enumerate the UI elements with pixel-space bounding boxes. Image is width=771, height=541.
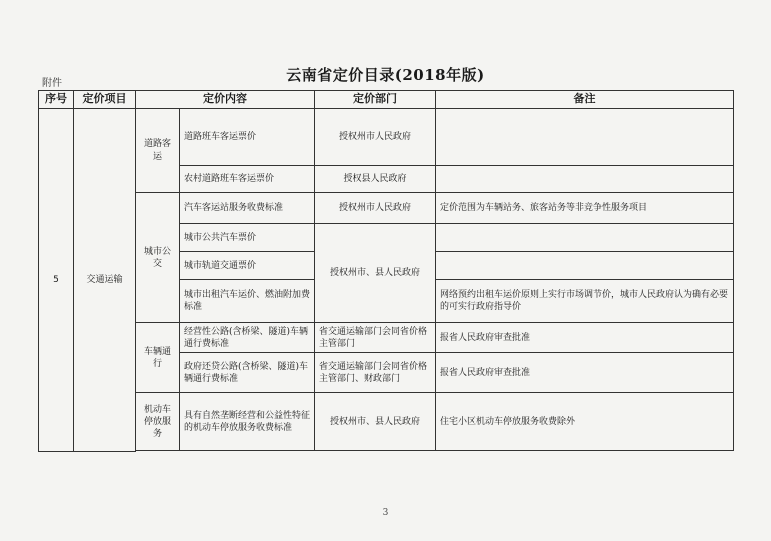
table-row (39, 193, 734, 224)
header-content: 定价内容 (136, 91, 315, 109)
content-cell: 农村道路班车客运票价 (180, 166, 315, 193)
dept-cell: 授权州市、县人民政府 (315, 393, 436, 451)
document-title: 云南省定价目录(2018年版) (286, 66, 485, 84)
header-dept: 定价部门 (315, 91, 436, 109)
dept-cell: 授权州市人民政府 (315, 193, 436, 224)
remark-cell: 住宅小区机动车停放服务收费除外 (436, 393, 734, 451)
content-cell: 城市出租汽车运价、燃油附加费标准 (180, 280, 315, 323)
group-name: 机动车停放服务 (136, 393, 180, 451)
remark-cell (436, 109, 734, 166)
group-name: 道路客运 (136, 109, 180, 193)
dept-cell: 授权县人民政府 (315, 166, 436, 193)
content-cell: 具有自然垄断经营和公益性特征的机动车停放服务收费标准 (180, 393, 315, 451)
dept-cell: 省交通运输部门会同省价格主管部门、财政部门 (315, 353, 436, 393)
content-cell: 城市轨道交通票价 (180, 252, 315, 280)
table-row (39, 323, 734, 353)
dept-cell: 授权州市、县人民政府 (315, 224, 436, 323)
header-seq: 序号 (39, 91, 74, 109)
remark-cell (436, 224, 734, 252)
remark-cell: 定价范围为车辆站务、旅客站务等非竞争性服务项目 (436, 193, 734, 224)
content-cell: 汽车客运站服务收费标准 (180, 193, 315, 224)
remark-cell: 报省人民政府审查批准 (436, 323, 734, 353)
remark-cell (436, 252, 734, 280)
row-seq: 5 (39, 109, 74, 452)
table-row (39, 393, 734, 451)
dept-cell: 省交通运输部门会同省价格主管部门 (315, 323, 436, 353)
content-cell: 政府还贷公路(含桥梁、隧道)车辆通行费标准 (180, 353, 315, 393)
table-row (39, 109, 734, 166)
row-item: 交通运输 (74, 109, 136, 452)
content-cell: 城市公共汽车票价 (180, 224, 315, 252)
header-item: 定价项目 (74, 91, 136, 109)
dept-cell: 授权州市人民政府 (315, 109, 436, 166)
remark-cell: 报省人民政府审查批准 (436, 353, 734, 393)
group-name: 车辆通行 (136, 323, 180, 393)
header-remark: 备注 (436, 91, 734, 109)
remark-cell: 网络预约出租车运价原则上实行市场调节价，城市人民政府认为确有必要的可实行政府指导价 (436, 280, 734, 323)
page-number: 3 (382, 508, 389, 518)
remark-cell (436, 166, 734, 193)
content-cell: 经营性公路(含桥梁、隧道)车辆通行费标准 (180, 323, 315, 353)
table-header-row (39, 91, 734, 109)
group-name: 城市公交 (136, 193, 180, 323)
content-cell: 道路班车客运票价 (180, 109, 315, 166)
pricing-catalog-table (38, 90, 734, 452)
attachment-label: 附件 (42, 78, 62, 89)
